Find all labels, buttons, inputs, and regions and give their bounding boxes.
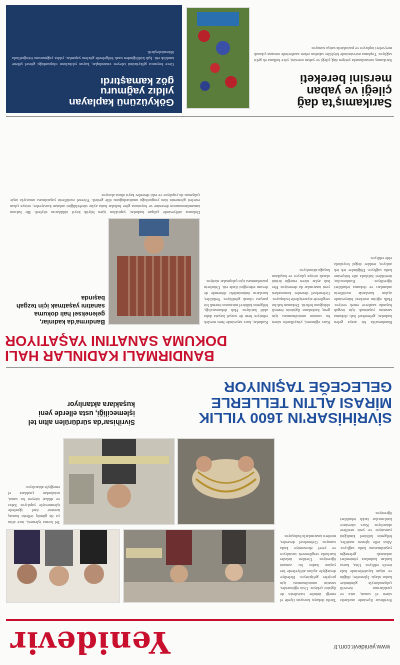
story1-body-col: Tarihi dokuyu koruyan ilçede el emeği ürünler turistlerin de ilgisini çekiyor. Usta eğitmenler, sanatın unutulmaması için projeler geliştiriyor. Belediye desteğiyle açılan atölyelerde her yaştan kadın bu zanaatı öğreniyor. Üretilen ürünler fuarlarda sergilenerek tanıtılıyor ve yerel ekonomiye katkı sunuyor. Geleneksel desenler, modern tasarımlarla buluşuyor. bbox=[280, 534, 336, 603]
story2-headline bbox=[5, 332, 280, 362]
story3-headline bbox=[252, 72, 392, 109]
story1-photo-hands bbox=[177, 438, 275, 525]
story1-headline-line: MİRASI ALTIN TELLERLE bbox=[211, 393, 392, 411]
story3-body: Sarıkamış ormanlarında yetişen dağ çileği ve yaban mersini, yöre halkına ek gelir sağlıyor. Toplama mevsiminde köylüler sabahın erken saatlerinde ormana çıkarak meyveleri topluyor ve pazarlarda satışa sunuyor. bbox=[254, 46, 392, 63]
story2-headline-line: BANDIRMALI KADINLAR HALI bbox=[5, 347, 215, 363]
story4-body: Gece boyunca gökyüzünü izleyen vatandaşlar, kayan yıldızların oluşturduğu görsel şölene tanıklık etti. Işık kirliliğinden uzak bölgelerde gözlem yapanlar, yıldız yağmurunu fotoğraflarla ölümsüzleştirdi. bbox=[12, 50, 174, 67]
story4-headline-line: Gökyüzünü kaplayan bbox=[68, 96, 174, 108]
story4-headline bbox=[9, 75, 174, 107]
section-divider bbox=[6, 116, 394, 117]
story2-body-col: Kadınlar, kurs sayesinde hem meslek ediniyor hem de sosyal hayata daha aktif katılıyor. Halı dokumacılığı, bölgenin kültürel mirasının önemli bir parçası olarak görülüyor. Yetkililer, kursların önümüzdeki dönemde de devam edeceğini ifade etti. Ürünlerin pazarlanması için çalışmalar sürüyor. bbox=[204, 279, 268, 325]
story4-headline-line: yıldız yağmuru bbox=[100, 85, 174, 98]
story2-body-col: Kurs eğitmeni, yüzyıllardır süren bu sanatın unutulmaması için genç kadınların ilgisinin önemli olduğunu belirtti. Dokunan halılar sergilerde ziyaretçilerle buluşuyor. Geleneksel desenler korunurken yeni tasarımlar da deneniyor. Her halı aylar süren emeğin ürünü olarak ortaya çıkıyor ve kuşaktan kuşağa aktarılıyor. bbox=[272, 267, 330, 325]
section-divider bbox=[6, 367, 394, 368]
story4-headline-line: göz kamaştırdı bbox=[100, 74, 174, 87]
story1-photo-workshop bbox=[123, 529, 275, 603]
masthead bbox=[6, 619, 394, 661]
story3-headline-line: mersini bereketi bbox=[299, 71, 392, 86]
newspaper-logo: Yenidevir bbox=[10, 624, 171, 659]
story3-headline-line: çileği ve yaban bbox=[306, 83, 392, 98]
story2-body-col: Dokuma atölyesinde çalışan kadınlar, yaptıkları işten büyük keyif aldıklarını söyledi. Bir halının tamamlanmasının desenine ve boyutuna göre haftalar hatta aylar sürebildiğini anlatan kursiyerler, ortaya çıkan eserleri görmenin tüm yorgunluğu unutturduğunu dile getirdi. Yöresel motiflerin yaşatılması amacıyla arşiv çalışması da yapılıyor ve eski desenler kayıt altına alınıyor. bbox=[10, 192, 200, 215]
story1-photo-tel-isleme bbox=[63, 438, 175, 525]
story3-headline-line: Sarıkamış'ta dağ bbox=[297, 96, 392, 110]
story3-photo-berries bbox=[186, 7, 250, 109]
story1-deck: Sivrihisar'da sürdürülen altın tel işlemeciliği, usta ellerde yeni kuşaklara aktarılıyor bbox=[28, 400, 135, 425]
story1-headline-line: GELECEĞE TAŞINIYOR bbox=[223, 378, 392, 396]
story1-headline-line: SİVRİHİSAR'IN 1600 YILLIK bbox=[198, 409, 392, 426]
story2-deck: Bandırma'da kadınlar, geleneksel halı dokuma sanatını yaşatmak için tezgah başında bbox=[16, 294, 105, 325]
story1-photo-artisans bbox=[6, 529, 120, 603]
masthead-meta: www.yenidevir.com.tr bbox=[333, 643, 390, 649]
story1-body-col: Sivrihisar ilçesinde asırlardır süren el sanatı, usta ve çıraklarının özverili çalışmalarıyla günümüze kadar ulaştı. İşlemeler, düğün ve nişan kıyafetlerinde hala tercih ediliyor. Usta, kursa katılan kadınlara yöntemleri anlatarak geleneğin yaşatılmasına katkı sağlıyor. Altın telle işlenen motifler, bölgenin kültürel kimliğini yansıtıyor ve yeni nesillere aktarılıyor. Kurs süresince katılımcılar farklı teknikleri öğreniyor. bbox=[340, 511, 392, 603]
story2-headline-line: DOKUMA SANATINI YAŞATIYOR bbox=[5, 332, 228, 349]
story1-body-col: Tel kırma işlemesi, ince altın ya da gümüş tellerin kumaş üzerine özel iğnelerle işlenmesiyle yapılıyor. Sabır ve dikkat isteyen bu sanat, ustalardan çıraklara el emeğiyle aktarılıyor. bbox=[8, 485, 60, 525]
story2-photo-loom bbox=[108, 218, 200, 325]
story1-headline bbox=[142, 379, 392, 425]
masthead-rule bbox=[6, 619, 394, 621]
story2-body-col: Bandırma'da bir araya gelen kadınlar, geleneksel halı dokuma sanatını yaşatmak için tezgah başında saatlerce emek veriyor. Halk eğitim merkezi bünyesinde açılan kurslarda motiflerin anlamları ve dokuma teknikleri öğretiliyor. Katılımcılar, ürettikleri halılarla aile bütçesine katkı sağlıyor. Düğümler tek tek atılıyor, renkler doğal boyalarla elde ediliyor. bbox=[334, 256, 392, 325]
